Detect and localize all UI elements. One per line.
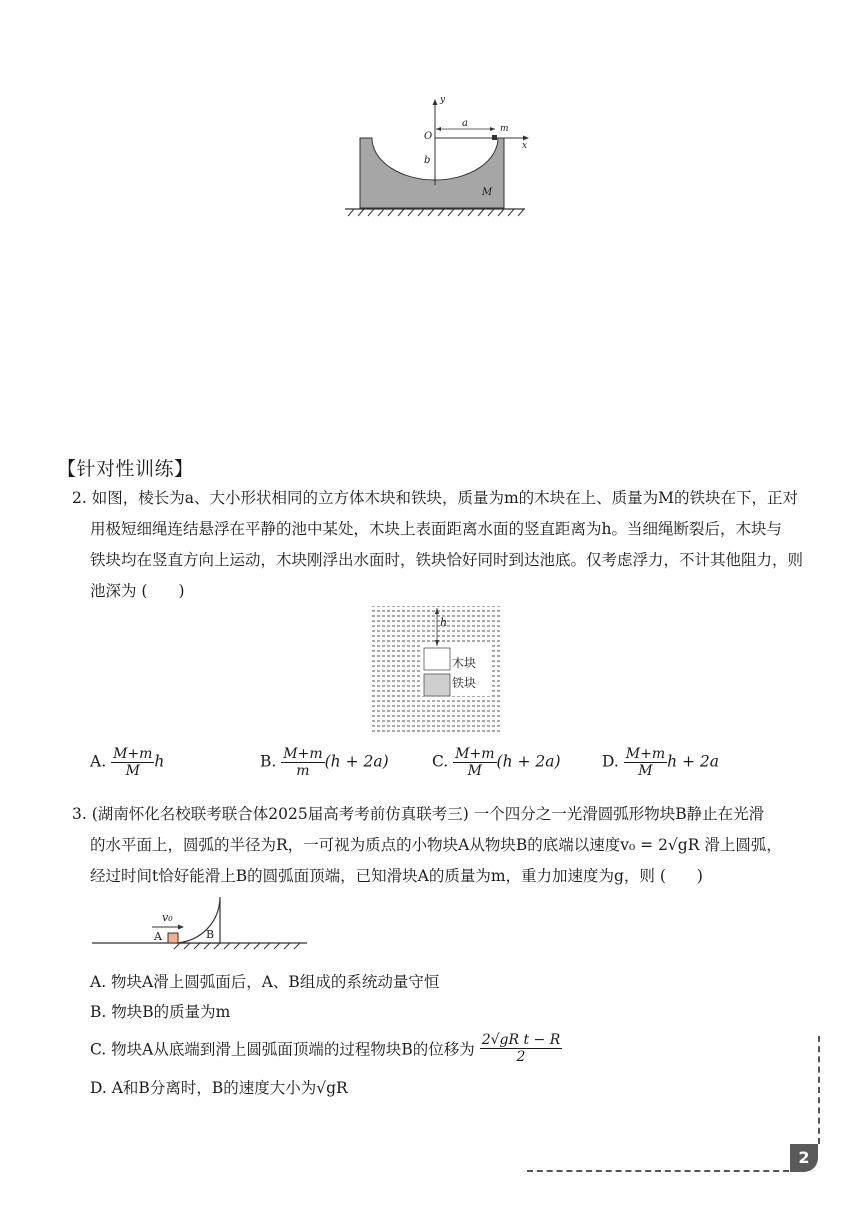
- q2-option-a-tail: h: [154, 752, 165, 771]
- q2-option-c-label: C.: [432, 752, 449, 771]
- q2-option-c-den: M: [467, 763, 483, 779]
- a-label: a: [462, 118, 468, 129]
- q3-option-c-text: C. 物块A从底端到滑上圆弧面顶端的过程物块B的位移为: [90, 1040, 475, 1059]
- q2-option-c-fraction: [453, 746, 496, 779]
- page-number: 2: [790, 1144, 818, 1172]
- iron-label: 铁块: [452, 676, 477, 690]
- q3-option-c-num: 2√gR t − R: [481, 1032, 561, 1048]
- q3-option-c-fraction: [480, 1032, 563, 1065]
- q3-number: 3.: [72, 805, 87, 823]
- x-axis-label: x: [522, 141, 528, 151]
- q2-option-b-fraction: [281, 746, 324, 779]
- q2-option-c-tail: (h + 2a): [496, 752, 561, 771]
- q2-line-1: [72, 483, 832, 514]
- side-dashed-line: [818, 1036, 820, 1144]
- q2-option-b-label: B.: [260, 752, 277, 771]
- section-title: 【针对性训练】: [57, 458, 194, 480]
- big-m-label: M: [482, 187, 493, 198]
- q3-option-a[interactable]: A. 物块A滑上圆弧面后，A、B组成的系统动量守恒: [90, 973, 440, 991]
- ramp-figure: [92, 895, 312, 955]
- q2-option-b-den: m: [296, 763, 310, 779]
- q3-line-3: 经过时间t恰好能滑上B的圆弧面顶端，已知滑块A的质量为m，重力加速度为g，则 ( ): [90, 867, 703, 885]
- q3-option-d[interactable]: D. A和B分离时，B的速度大小为√gR: [90, 1079, 348, 1097]
- q2-option-c[interactable]: [432, 746, 561, 779]
- wood-label: 木块: [452, 656, 477, 670]
- origin-label: O: [424, 131, 433, 142]
- b-label: b: [424, 155, 431, 166]
- q3-text-1: (湖南怀化名校联考联合体2025届高考考前仿真联考三) 一个四分之一光滑圆弧形物块B静止在光滑: [91, 805, 765, 823]
- v0-label: v₀: [162, 911, 173, 924]
- q3-line-1: [72, 799, 832, 830]
- q3-option-b[interactable]: B. 物块B的质量为m: [90, 1003, 231, 1021]
- q2-option-c-num: M+m: [455, 746, 495, 762]
- q2-option-a-den: M: [125, 763, 140, 779]
- q2-option-b-num: M+m: [283, 746, 323, 762]
- q2-option-a-fraction: [111, 746, 154, 779]
- q2-option-b-tail: (h + 2a): [324, 752, 389, 771]
- q2-line-2: 用极短细绳连结悬浮在平静的池中某处，木块上表面距离水面的竖直距离为h。当细绳断裂后，木块与: [90, 520, 782, 538]
- q2-option-a-label: A.: [90, 752, 107, 771]
- b-block-label: B: [206, 928, 215, 941]
- q3-line-2: 的水平面上，圆弧的半径为R，一可视为质点的小物块A从物块B的底端以速度v₀ = 2√gR 滑上圆弧，: [90, 836, 782, 854]
- q3-option-c[interactable]: [90, 1032, 562, 1065]
- y-axis-label: y: [440, 95, 446, 105]
- a-block-label: A: [154, 930, 162, 943]
- q2-number: 2.: [72, 489, 87, 507]
- q2-option-a-num: M+m: [113, 746, 153, 762]
- bowl-figure: [340, 95, 540, 220]
- m-label: m: [500, 124, 509, 134]
- q2-stem: [72, 483, 832, 607]
- q2-option-d-num: M+m: [625, 746, 666, 762]
- pool-figure: [372, 604, 500, 734]
- h-label: h: [440, 616, 448, 629]
- q3-option-c-den: 2: [516, 1049, 526, 1065]
- q3-stem: [72, 799, 832, 892]
- footer-dashed-line: [527, 1170, 789, 1172]
- q2-option-d-label: D.: [602, 752, 619, 771]
- q2-option-d-tail: h + 2a: [667, 752, 720, 771]
- q2-option-d-den: M: [638, 763, 653, 779]
- q2-line-3: 铁块均在竖直方向上运动，木块刚浮出水面时，铁块恰好同时到达池底。仅考虑浮力，不计其他阻力，则: [90, 551, 804, 569]
- q2-text-1: 如图，棱长为a、大小形状相同的立方体木块和铁块，质量为m的木块在上、质量为M的铁块在下，正对: [91, 489, 799, 507]
- q2-option-b[interactable]: [260, 746, 389, 779]
- q2-option-d-fraction: [624, 746, 667, 779]
- q2-option-d[interactable]: [602, 746, 719, 779]
- q2-option-a[interactable]: [90, 746, 164, 779]
- q2-line-4: 池深为 ( ): [90, 582, 185, 600]
